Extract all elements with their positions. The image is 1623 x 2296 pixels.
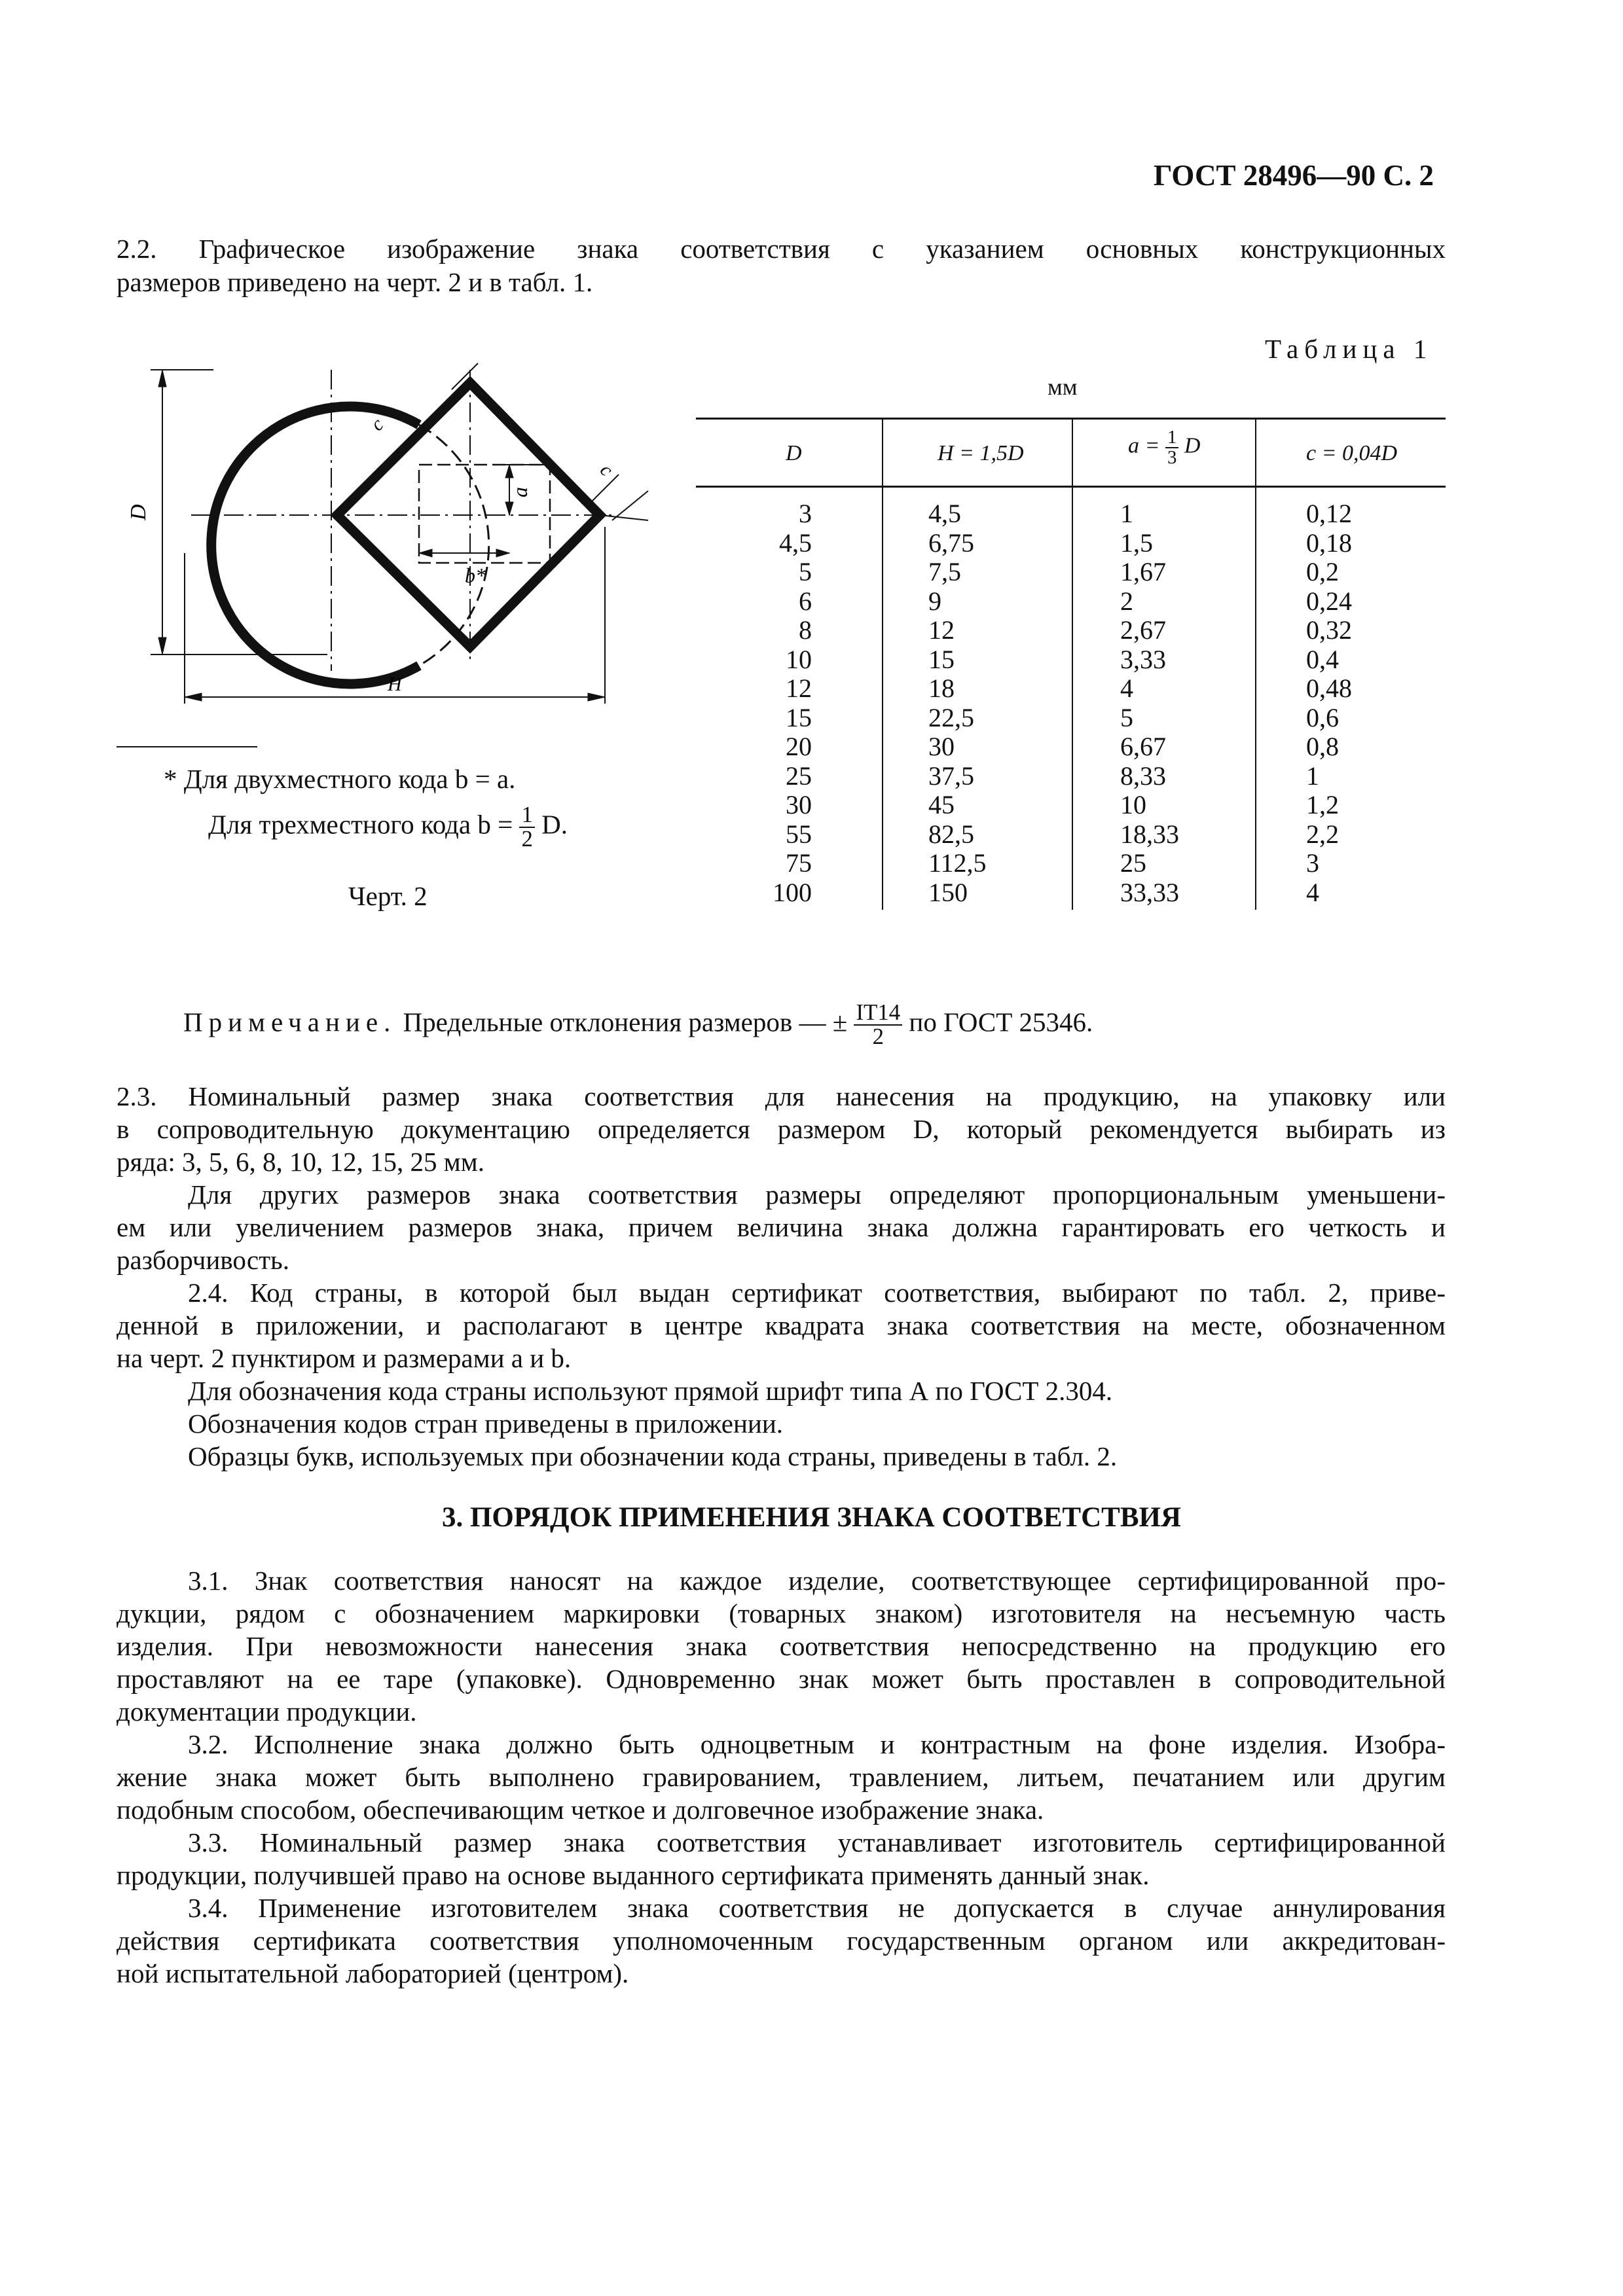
paragraph-3-4-line-3: ной испытательной лабораторией (центром).: [117, 1958, 629, 1988]
table-cell: 75: [786, 848, 812, 878]
table-cell: 82,5: [928, 819, 974, 849]
label-c-top: c: [366, 414, 388, 435]
table-cell: 5: [799, 557, 812, 586]
table-header-D: D: [786, 441, 802, 465]
table-cell: 2: [1120, 586, 1133, 616]
label-b: b*: [465, 564, 486, 587]
paragraph-3-1-line-5: документации продукции.: [117, 1696, 417, 1727]
table-cell: 25: [786, 761, 812, 791]
footnote-line-2-text: Для трехместного кода b =: [208, 809, 513, 840]
label-c-right: c: [596, 459, 617, 481]
paragraph-3-1-line-2: дукции, рядом с обозначением маркировки (товарных знаком) изготовителя на несъемную часть: [117, 1598, 1446, 1628]
section-3-heading: 3. ПОРЯДОК ПРИМЕНЕНИЯ ЗНАКА СООТВЕТСТВИЯ: [441, 1502, 1182, 1533]
table-cell: 150: [928, 877, 968, 907]
table-column-H: [928, 499, 987, 907]
table-cell: 18,33: [1120, 819, 1179, 849]
page-header: ГОСТ 28496—90 С. 2: [1153, 159, 1434, 192]
paragraph-2-2-line-2: размеров приведено на черт. 2 и в табл. 1.: [117, 267, 593, 297]
label-H: H: [388, 673, 402, 695]
table-cell: 15: [786, 702, 812, 732]
table-cell: 0,6: [1306, 702, 1339, 732]
mark-circle-arc: [211, 406, 419, 684]
paragraph-3-1-line-4: проставляют на ее таре (упаковке). Одновременно знак может быть проставлен в сопроводительной: [117, 1664, 1446, 1694]
table-header-a: a = $\frac{1}{3}$ D: [1128, 427, 1201, 468]
table-cell: 3: [799, 499, 812, 528]
table-cell: 100: [773, 877, 812, 907]
label-a: a: [508, 487, 532, 497]
paragraph-3-4-line-1: 3.4. Применение изготовителем знака соответствия не допускается в случае аннулирования: [188, 1893, 1446, 1923]
table-cell: 0,12: [1306, 499, 1352, 528]
table-cell: 10: [786, 644, 812, 674]
table-cell: 30: [928, 732, 955, 761]
table-cell: 15: [928, 644, 955, 674]
table-header-H: H = 1,5D: [938, 441, 1024, 465]
paragraph-2-3-line-3: ряда: 3, 5, 6, 8, 10, 12, 15, 25 мм.: [117, 1147, 484, 1177]
paragraph-2-3b-line-3: разборчивость.: [117, 1245, 289, 1275]
conformity-mark-drawing: [126, 357, 668, 723]
table-cell: 30: [786, 790, 812, 819]
note-tail: по ГОСТ 25346.: [909, 1007, 1093, 1037]
table-cell: 9: [928, 586, 941, 616]
table-cell: 0,24: [1306, 586, 1352, 616]
table-column-divider: [1072, 418, 1073, 910]
paragraph-2-4b: Для обозначения кода страны используют прямой шрифт типа А по ГОСТ 2.304.: [188, 1376, 1113, 1406]
footnote-rule: [117, 746, 257, 747]
paragraph-2-4c: Обозначения кодов стран приведены в приложении.: [188, 1408, 784, 1439]
table-cell: 1,67: [1120, 557, 1166, 586]
table-cell: 112,5: [928, 848, 987, 878]
paragraph-3-2-line-3: подобным способом, обеспечивающим четкое и долговечное изображение знака.: [117, 1795, 1044, 1825]
table-top-rule: [696, 418, 1446, 420]
table-cell: 20: [786, 732, 812, 761]
paragraph-3-3-line-2: продукции, получившей право на основе выданного сертификата применять данный знак.: [117, 1860, 1150, 1890]
table-cell: 2,2: [1306, 819, 1339, 849]
table-cell: 4: [1306, 877, 1319, 907]
table-cell: 25: [1120, 848, 1146, 878]
table-cell: 12: [786, 673, 812, 703]
table-cell: 33,33: [1120, 877, 1179, 907]
table-cell: 37,5: [928, 761, 974, 791]
table-cell: 6: [799, 586, 812, 616]
paragraph-2-2-line-1: 2.2. Графическое изображение знака соответствия с указанием основных конструкционных: [117, 234, 1446, 264]
table-cell: 8,33: [1120, 761, 1166, 791]
table-cell: 7,5: [928, 557, 961, 586]
table-cell: 5: [1120, 702, 1133, 732]
paragraph-2-3-line-1: 2.3. Номинальный размер знака соответствия для нанесения на продукцию, на упаковку или: [117, 1081, 1446, 1111]
table-cell: 10: [1120, 790, 1146, 819]
table-cell: 4: [1120, 673, 1133, 703]
paragraph-3-2-line-1: 3.2. Исполнение знака должно быть одноцветным и контрастным на фоне изделия. Изобра-: [188, 1729, 1446, 1759]
paragraph-2-3-line-2: в сопроводительную документацию определяется размером D, который рекомендуется выбирать из: [117, 1114, 1446, 1144]
paragraph-3-3-line-1: 3.3. Номинальный размер знака соответствия устанавливает изготовитель сертифицированной: [188, 1827, 1446, 1857]
table-cell: 0,2: [1306, 557, 1339, 586]
paragraph-2-3b-line-2: ем или увеличением размеров знака, причем величина знака должна гарантировать его четкость и: [117, 1212, 1446, 1242]
fraction-one-half: $\frac{1}{2}$: [519, 804, 534, 851]
paragraph-3-1-line-1: 3.1. Знак соответствия наносят на каждое изделие, соответствующее сертифицированной про-: [188, 1566, 1446, 1596]
note-label: Примечание.: [183, 1007, 397, 1037]
table-cell: 45: [928, 790, 955, 819]
table-cell: 0,18: [1306, 528, 1352, 558]
footnote-line-2-tail: D.: [541, 809, 568, 840]
table-cell: 22,5: [928, 702, 974, 732]
table-header-c: c = 0,04D: [1306, 441, 1398, 465]
table-column-c: [1306, 499, 1352, 907]
footnote-line-2: [208, 804, 568, 851]
table-cell: 1: [1306, 761, 1319, 791]
table-header-rule: [696, 486, 1446, 488]
table-cell: 0,32: [1306, 615, 1352, 645]
paragraph-2-4-line-3: на черт. 2 пунктиром и размерами a и b.: [117, 1343, 572, 1373]
table-cell: 55: [786, 819, 812, 849]
table-cell: 2,67: [1120, 615, 1166, 645]
table-cell: 3: [1306, 848, 1319, 878]
table-cell: 1: [1120, 499, 1133, 528]
paragraph-2-4-line-2: денной в приложении, и располагают в центре квадрата знака соответствия на месте, обозначенном: [117, 1310, 1446, 1340]
label-D: D: [126, 504, 151, 520]
table-cell: 12: [928, 615, 955, 645]
table-column-a: [1120, 499, 1179, 907]
table-cell: 1,2: [1306, 790, 1339, 819]
table-cell: 0,48: [1306, 673, 1352, 703]
table-cell: 0,4: [1306, 644, 1339, 674]
table-cell: 8: [799, 615, 812, 645]
table-unit: мм: [1048, 374, 1078, 400]
paragraph-2-3b-line-1: Для других размеров знака соответствия размеры определяют пропорциональным уменьшени-: [188, 1179, 1446, 1210]
table-column-divider: [1255, 418, 1256, 910]
table-cell: 18: [928, 673, 955, 703]
table-cell: 1,5: [1120, 528, 1153, 558]
paragraph-3-4-line-2: действия сертификата соответствия уполномоченным государственным органом или аккредитован-: [117, 1926, 1446, 1956]
note-text: Предельные отклонения размеров — ±: [403, 1007, 848, 1037]
paragraph-2-4-line-1: 2.4. Код страны, в которой был выдан сертификат соответствия, выбирают по табл. 2, приве-: [188, 1278, 1446, 1308]
note: [183, 1001, 1093, 1049]
table-label: Таблица 1: [1265, 334, 1433, 364]
table-cell: 6,67: [1120, 732, 1166, 761]
footnote-line-1: * Для двухместного кода b = a.: [164, 764, 516, 794]
paragraph-2-4d: Образцы букв, используемых при обозначении кода страны, приведены в табл. 2.: [188, 1441, 1118, 1471]
paragraph-3-2-line-2: жение знака может быть выполнено гравированием, травлением, литьем, печатанием или другим: [117, 1762, 1446, 1792]
table-cell: 3,33: [1120, 644, 1166, 674]
table-cell: 4,5: [779, 528, 812, 558]
table-cell: 0,8: [1306, 732, 1339, 761]
paragraph-3-1-line-3: изделия. При невозможности нанесения знака соответствия непосредственно на продукцию его: [117, 1631, 1446, 1661]
table-cell: 6,75: [928, 528, 974, 558]
table-cell: 4,5: [928, 499, 961, 528]
figure-caption: Черт. 2: [348, 881, 428, 911]
fraction-it14: $\frac{IT14}{2}$: [854, 1001, 902, 1049]
table-column-D: [756, 499, 812, 907]
table-column-divider: [882, 418, 883, 910]
